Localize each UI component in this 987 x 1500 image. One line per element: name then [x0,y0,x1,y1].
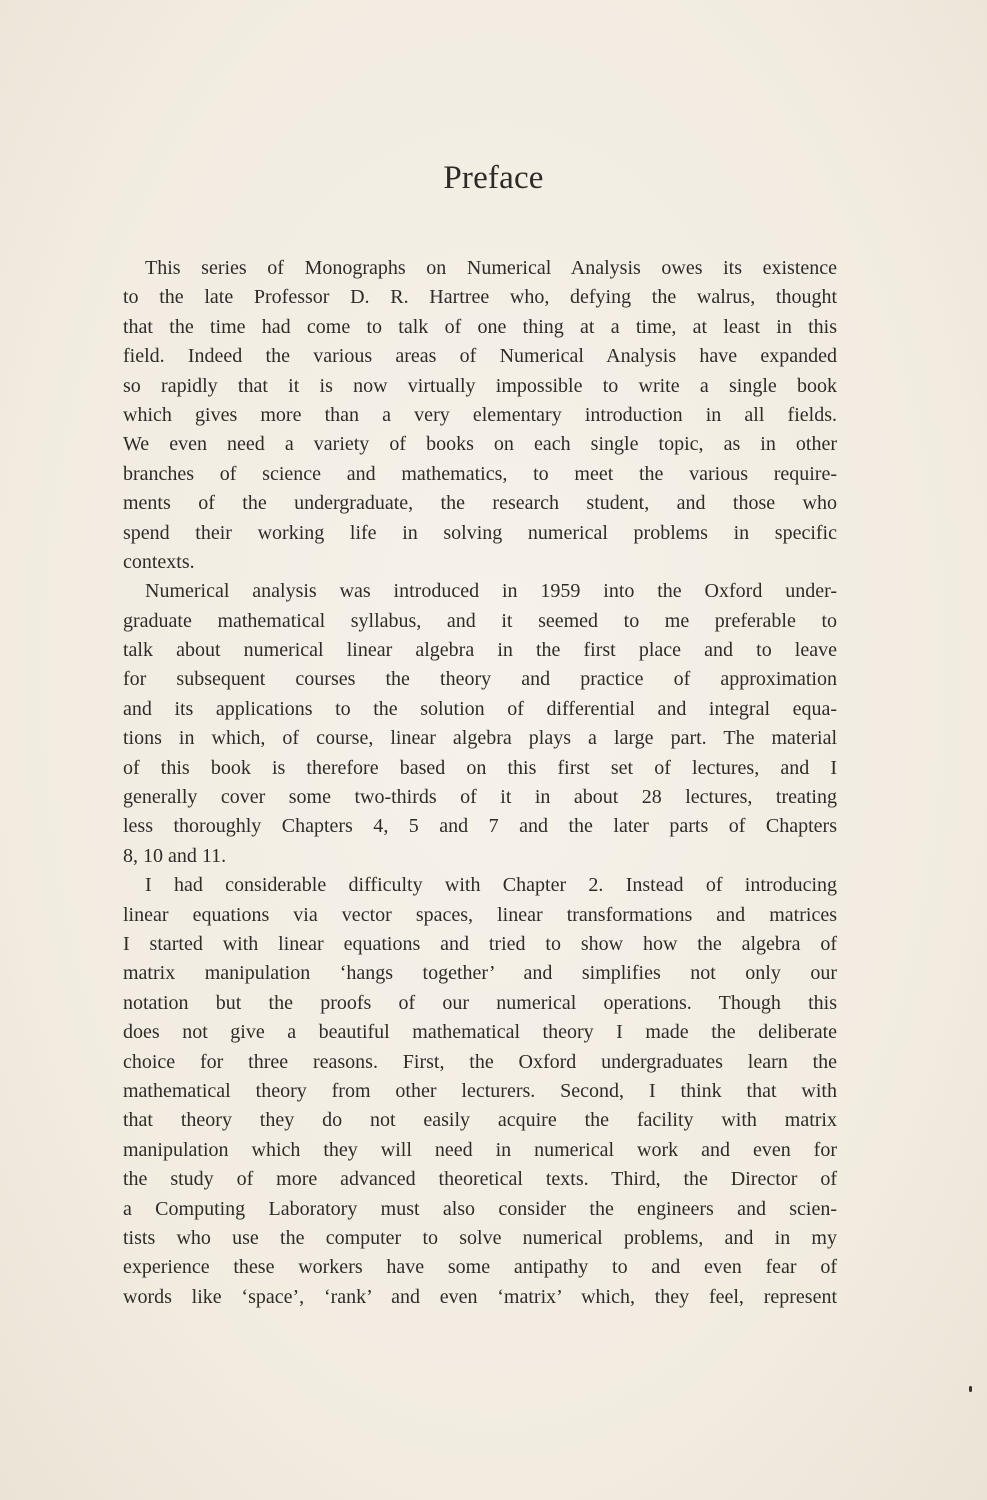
text-line: experience these workers have some antipathy to and even fear of [123,1256,837,1279]
text-line: matrix manipulation ‘hangs together’ and simplifies not only our [123,962,837,985]
text-line: notation but the proofs of our numerical operations. Though this [123,991,837,1014]
paragraph-3 [101,871,837,1312]
text-line: spend their working life in solving numerical problems in specific [123,521,837,544]
text-line: to the late Professor D. R. Hartree who, defying the walrus, thought [123,286,837,309]
text-line: and its applications to the solution of differential and integral equa- [123,697,837,720]
text-line: choice for three reasons. First, the Oxford undergraduates learn the [123,1050,837,1073]
preface-body [101,254,837,1312]
text-line: contexts. [123,550,195,573]
text-line: mathematical theory from other lecturers. Second, I think that with [123,1079,837,1102]
text-line: manipulation which they will need in numerical work and even for [123,1138,837,1161]
ink-speck [969,1386,972,1392]
text-line: does not give a beautiful mathematical theory I made the deliberate [123,1021,837,1044]
paragraph-2 [101,577,837,871]
text-line: less thoroughly Chapters 4, 5 and 7 and the later parts of Chapters [123,815,837,838]
text-line: tists who use the computer to solve numerical problems, and in my [123,1226,837,1249]
text-line: which gives more than a very elementary introduction in all fields. [123,403,837,426]
text-line: of this book is therefore based on this first set of lectures, and I [123,756,837,779]
text-line: tions in which, of course, linear algebra plays a large part. The material [123,727,837,750]
text-line: so rapidly that it is now virtually impossible to write a single book [123,374,837,397]
text-line: for subsequent courses the theory and practice of approximation [123,668,837,691]
text-line: that theory they do not easily acquire the facility with matrix [123,1109,837,1132]
text-line: generally cover some two-thirds of it in about 28 lectures, treating [123,786,837,809]
text-line: 8, 10 and 11. [123,844,227,867]
text-line: This series of Monographs on Numerical Analysis owes its existence [145,257,837,279]
text-line: the study of more advanced theoretical texts. Third, the Director of [123,1168,837,1191]
text-line: a Computing Laboratory must also consider the engineers and scien- [123,1197,837,1220]
text-line: field. Indeed the various areas of Numerical Analysis have expanded [123,345,837,368]
text-line: Numerical analysis was introduced in 1959 into the Oxford under- [145,580,837,603]
paragraph-1 [101,254,837,577]
text-line: branches of science and mathematics, to meet the various require- [123,462,837,485]
text-line: I started with linear equations and tried to show how the algebra of [123,932,837,955]
page-title: Preface [443,160,544,196]
text-line: that the time had come to talk of one thing at a time, at least in this [123,315,837,338]
text-line: ments of the undergraduate, the research student, and those who [123,492,837,515]
text-line: talk about numerical linear algebra in the first place and to leave [123,639,837,662]
text-line: linear equations via vector spaces, linear transformations and matrices [123,903,837,926]
text-line: graduate mathematical syllabus, and it seemed to me preferable to [123,609,837,632]
text-line: I had considerable difficulty with Chapter 2. Instead of introducing [145,874,837,897]
text-line: We even need a variety of books on each single topic, as in other [123,433,837,456]
text-line: words like ‘space’, ‘rank’ and even ‘matrix’ which, they feel, represent [123,1285,837,1308]
